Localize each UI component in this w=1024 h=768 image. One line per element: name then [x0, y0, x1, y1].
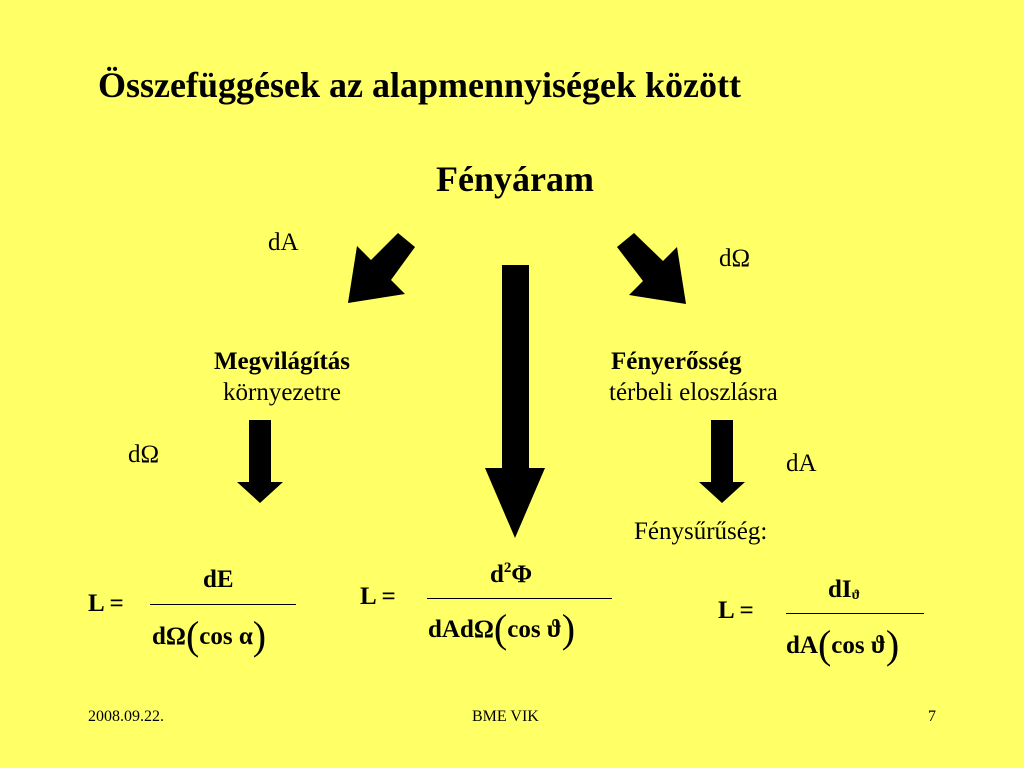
- label-dOmega-top-right: dΩ: [719, 245, 751, 272]
- arrow-down-center-icon: [485, 265, 545, 538]
- formula-right-den-inner: cos ϑ: [831, 632, 886, 659]
- formula-left-numerator: dE: [203, 566, 234, 593]
- center-quantity: Fényáram: [436, 159, 594, 199]
- luminance-label: Fénysűrűség:: [634, 518, 768, 545]
- formula-middle-numerator: [490, 560, 532, 589]
- formula-left-den-inner: cos α: [199, 623, 253, 650]
- formula-left-paren-close: ): [252, 613, 267, 658]
- arrow-down-right-icon: [617, 233, 686, 304]
- formula-middle-paren-open: (: [493, 606, 508, 651]
- node-intensity: [600, 346, 850, 408]
- formula-right-num-sub: ϑ: [851, 588, 861, 603]
- formula-left-fraction-bar: [150, 604, 296, 605]
- formula-right-num-main: dI: [828, 576, 852, 603]
- intensity-heading: Fényerősség: [611, 348, 742, 375]
- illuminance-heading: Megvilágítás: [213, 348, 351, 375]
- formula-right-paren-close: ): [885, 622, 900, 667]
- formula-left-den-prefix: dΩ: [152, 623, 186, 650]
- formula-right-den-prefix: dA: [786, 632, 818, 659]
- slide-title: Összefüggések az alapmennyiségek között: [98, 65, 741, 105]
- formula-left-lhs: L =: [88, 590, 124, 617]
- formula-middle-num-phi: Φ: [511, 561, 533, 588]
- formula-right-paren-open: (: [817, 622, 832, 667]
- formula-middle-den-prefix: dAdΩ: [428, 616, 494, 643]
- illuminance-sub: környezetre: [223, 379, 341, 406]
- formula-middle-num-exp: 2: [503, 560, 512, 576]
- footer-date: 2008.09.22.: [88, 708, 164, 725]
- formula-middle-denominator: [428, 605, 575, 652]
- formula-right-fraction-bar: [786, 613, 924, 614]
- formula-middle-paren-close: ): [561, 606, 576, 651]
- formula-middle-lhs: L =: [360, 583, 396, 610]
- formula-middle-den-inner: cos ϑ: [507, 616, 562, 643]
- formula-middle-num-d: d: [490, 561, 504, 588]
- label-dA-right: dA: [786, 450, 817, 477]
- formula-right-denominator: [786, 621, 899, 668]
- label-dA-top-left: dA: [268, 229, 299, 256]
- formula-middle-fraction-bar: [427, 598, 612, 599]
- formula-right-lhs: L =: [718, 597, 754, 624]
- arrow-down-left-icon: [348, 233, 415, 303]
- intensity-sub: térbeli eloszlásra: [609, 379, 778, 406]
- footer-center: BME VIK: [472, 708, 539, 725]
- arrow-down-right-short-icon: [699, 420, 745, 503]
- formula-right-numerator: [828, 576, 860, 604]
- arrow-down-left-short-icon: [237, 420, 283, 503]
- formula-left-denominator: [152, 612, 266, 659]
- node-illuminance: [172, 346, 392, 408]
- footer-page-number: 7: [928, 708, 936, 725]
- label-dOmega-left: dΩ: [128, 441, 160, 468]
- formula-left-paren-open: (: [185, 613, 200, 658]
